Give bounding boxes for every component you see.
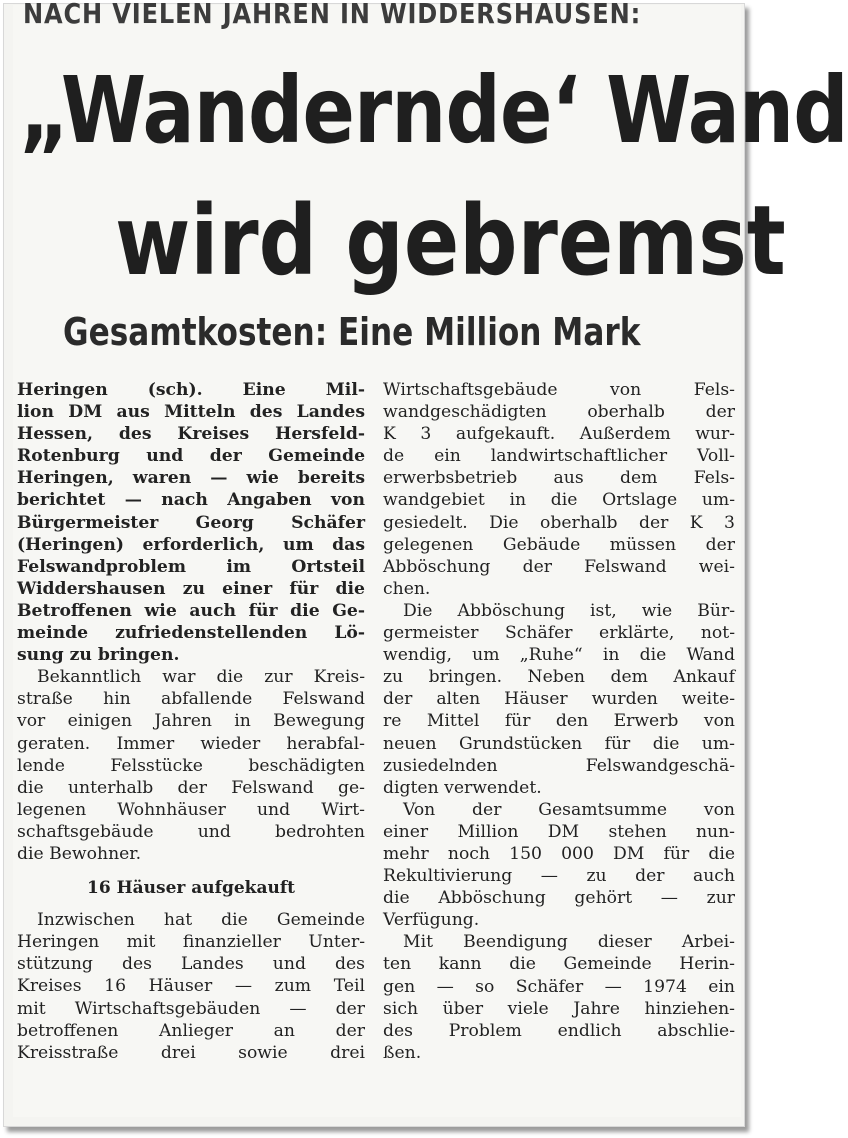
text-line: stützung des Landes und des [17, 954, 365, 975]
paragraph [17, 909, 365, 1064]
text-line: Von der Gesamtsumme von [403, 799, 735, 820]
text-line: Kreisstraße drei sowie drei [17, 1042, 365, 1063]
text-line: K 3 aufgekauft. Außerdem wur- [383, 424, 735, 445]
text-line: mit Wirtschaftsgebäuden — der [17, 998, 365, 1019]
text-line: Die Abböschung ist, wie Bür- [403, 600, 735, 621]
text-line: lion DM aus Mitteln des Landes [17, 402, 365, 423]
text-line: Rekultivierung — zu der auch [383, 866, 735, 887]
text-line: lende Felsstücke beschädigten [17, 755, 365, 776]
text-line: vor einigen Jahren in Bewegung [17, 711, 365, 732]
text-line: Verfügung. [383, 910, 480, 931]
section-heading: 16 Häuser aufgekauft [87, 878, 295, 899]
text-line: schaftsgebäude und bedrohten [17, 821, 365, 842]
right-column [383, 379, 735, 1064]
text-line: berichtet — nach Angaben von [17, 490, 365, 511]
text-line: straße hin abfallende Felswand [17, 689, 365, 710]
text-line: Betroffenen wie auch für die Ge- [17, 600, 365, 621]
text-line: Rotenburg und der Gemeinde [17, 446, 365, 467]
text-line: (Heringen) erforderlich, um das [17, 534, 365, 555]
text-line: Heringen mit finanzieller Unter- [17, 932, 365, 953]
lead-paragraph [17, 379, 365, 666]
text-line: wandgeschädigten oberhalb der [383, 402, 735, 423]
left-column [17, 379, 365, 1064]
text-line: zusiedelnden Felswandgeschä- [383, 755, 735, 776]
text-line: Wirtschaftsgebäude von Fels- [383, 380, 735, 400]
text-line: de ein landwirtschaftlicher Voll- [383, 446, 735, 467]
text-line: gelegenen Gebäude müssen der [383, 534, 735, 555]
paragraph [383, 799, 735, 932]
paragraph [17, 666, 365, 865]
text-line: Bürgermeister Georg Schäfer [17, 512, 365, 533]
paragraph [383, 379, 735, 600]
newspaper-clipping [13, 0, 848, 1117]
text-line: Widdershausen zu einer für die [17, 578, 365, 599]
text-line: Heringen, waren — wie bereits [17, 468, 365, 489]
text-line: sich über viele Jahre hinziehen- [383, 998, 735, 1019]
headline-line-1: „Wandernde‘ Wand [19, 57, 848, 164]
text-line: re Mittel für den Erwerb von [383, 711, 735, 732]
text-line: erwerbsbetrieb aus dem Fels- [383, 468, 735, 489]
text-line: wandgebiet in die Ortslage um- [383, 490, 735, 511]
text-line: Abböschung der Felswand wei- [383, 556, 735, 577]
text-line: des Problem endlich abschlie- [383, 1020, 735, 1041]
text-line: legenen Wohnhäuser und Wirt- [17, 799, 365, 820]
text-line: Felswandproblem im Ortsteil [17, 556, 365, 577]
headline-line-2: wird gebremst [115, 185, 786, 297]
text-line: einer Million DM stehen nun- [383, 821, 735, 842]
clipping-frame [3, 0, 848, 1127]
kicker-line: NACH VIELEN JAHREN IN WIDDERSHAUSEN: [23, 0, 642, 30]
text-line: Bekanntlich war die zur Kreis- [37, 667, 365, 688]
text-line: geraten. Immer wieder herabfal- [17, 733, 365, 754]
paragraph [383, 600, 735, 799]
text-line: die unterhalb der Felswand ge- [17, 777, 365, 798]
paragraph [383, 931, 735, 1064]
text-line: Kreises 16 Häuser — zum Teil [17, 976, 365, 997]
text-line: mehr noch 150 000 DM für die [383, 843, 735, 864]
text-line: gesiedelt. Die oberhalb der K 3 [383, 512, 735, 533]
text-line: betroffenen Anlieger an der [17, 1020, 365, 1041]
text-line: neuen Grundstücken für die um- [383, 733, 735, 754]
text-line: Heringen (sch). Eine Mil- [17, 380, 365, 400]
text-line: ten kann die Gemeinde Herin- [383, 954, 735, 975]
text-line: Mit Beendigung dieser Arbei- [403, 932, 735, 953]
text-line: zu bringen. Neben dem Ankauf [383, 667, 735, 688]
text-line: meinde zufriedenstellenden Lö- [17, 623, 365, 644]
text-line: der alten Häuser wurden weite- [383, 689, 735, 710]
text-line: die Bewohner. [17, 843, 142, 864]
text-line: gen — so Schäfer — 1974 ein [383, 976, 735, 997]
text-line: digten verwendet. [383, 777, 542, 798]
text-line: germeister Schäfer erklärte, not- [383, 623, 735, 644]
text-line: Inzwischen hat die Gemeinde [37, 910, 365, 931]
text-line: sung zu bringen. [17, 645, 180, 666]
subheadline: Gesamtkosten: Eine Million Mark [63, 310, 641, 354]
text-line: Hessen, des Kreises Hersfeld- [17, 424, 365, 445]
text-line: wendig, um „Ruhe“ in die Wand [383, 645, 735, 666]
text-line: ßen. [383, 1042, 422, 1063]
text-line: chen. [383, 578, 431, 599]
text-line: die Abböschung gehört — zur [383, 888, 735, 909]
